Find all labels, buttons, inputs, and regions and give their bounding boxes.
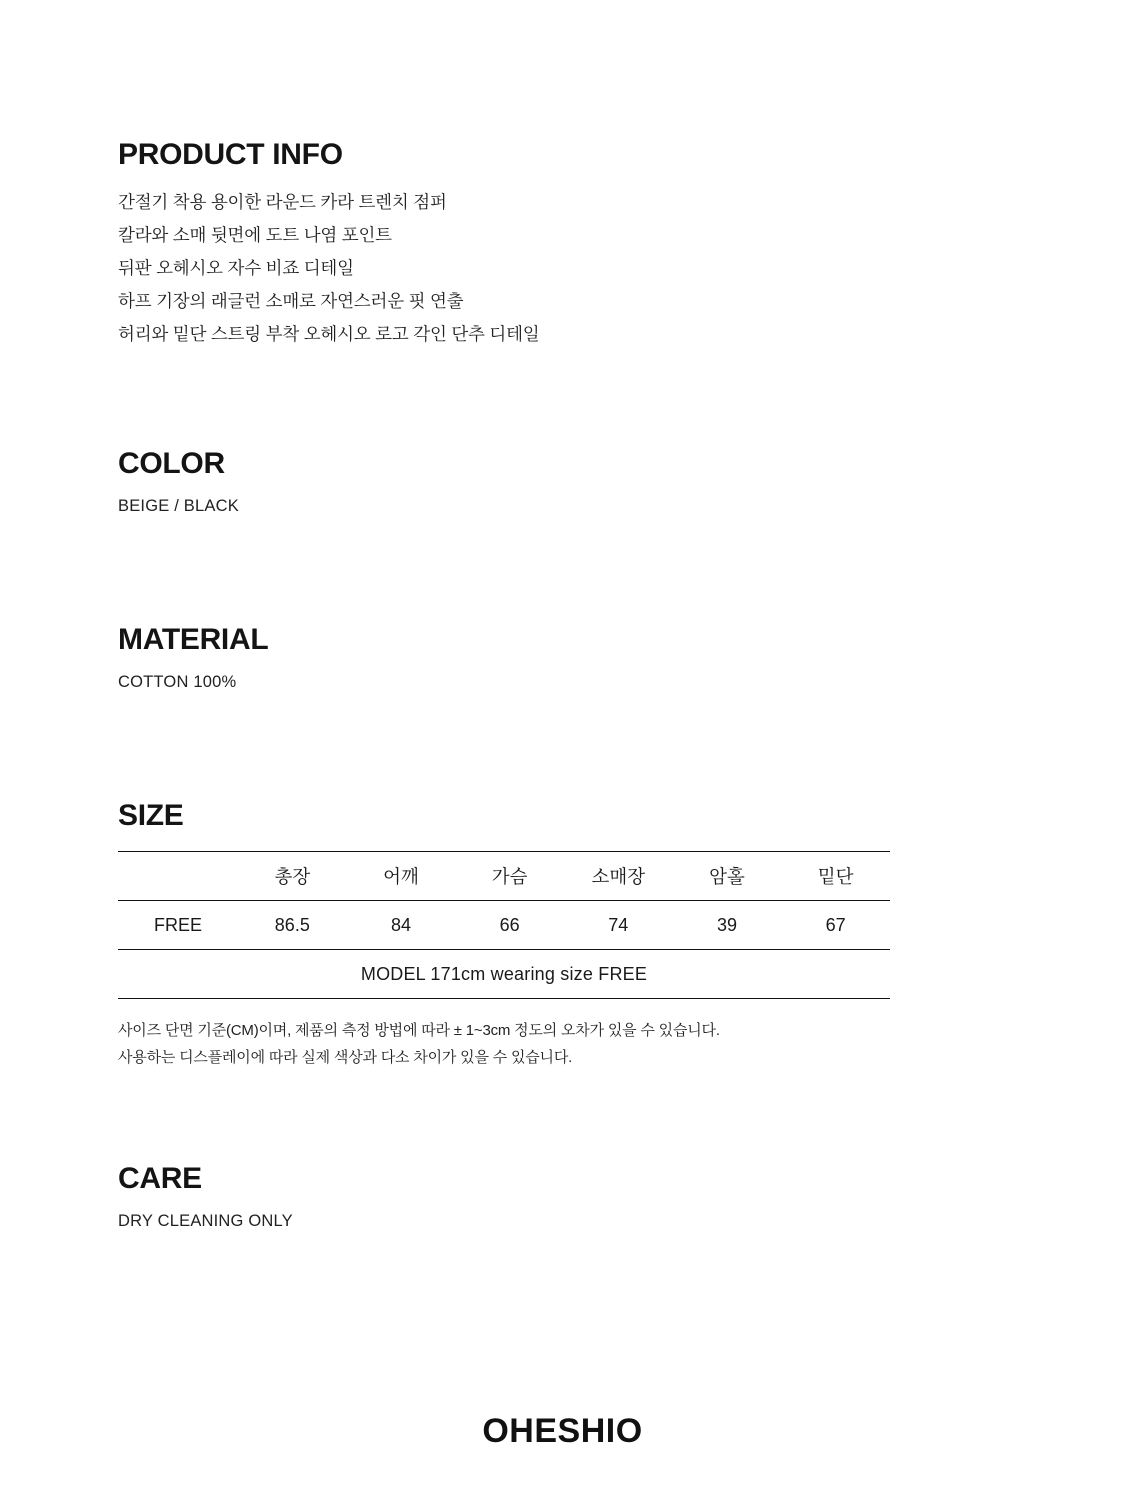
size-cell-hem: 67: [825, 914, 846, 935]
size-col-chest: 가슴: [491, 866, 528, 887]
size-cell-chest: 66: [499, 914, 520, 935]
table-header-row: [118, 852, 890, 901]
product-info-line: 뒤판 오헤시오 자수 비죠 디테일: [118, 258, 354, 278]
color-section: [118, 447, 239, 516]
brand-logo: OHESHIO: [482, 1412, 643, 1450]
size-col-sleeve: 소매장: [591, 866, 646, 887]
product-info-line: 간절기 착용 용이한 라운드 카라 트렌치 점퍼: [118, 192, 447, 212]
size-note-line: 사용하는 디스플레이에 따라 실제 색상과 다소 차이가 있을 수 있습니다.: [118, 1049, 573, 1066]
size-col-shoulder: 어깨: [383, 866, 419, 887]
table-row: [118, 950, 890, 999]
size-table-body: [118, 901, 890, 999]
size-notes: [118, 1017, 890, 1071]
size-heading: SIZE: [118, 799, 184, 832]
product-info-line: 칼라와 소매 뒷면에 도트 나염 포인트: [118, 225, 392, 245]
size-row-name: FREE: [153, 914, 202, 935]
product-info-heading: PRODUCT INFO: [118, 138, 343, 171]
size-col-label: [118, 852, 238, 901]
color-value: BEIGE / BLACK: [118, 497, 239, 515]
size-note-line: 사이즈 단면 기준(CM)이며, 제품의 측정 방법에 따라 ± 1~3cm 정도의 오차가 있을 수 있습니다.: [118, 1022, 720, 1039]
care-section: [118, 1162, 293, 1231]
size-col-total-length: 총장: [274, 866, 311, 887]
size-section: [118, 799, 890, 1071]
care-heading: CARE: [118, 1162, 202, 1195]
size-cell-shoulder: 84: [390, 914, 411, 935]
material-heading: MATERIAL: [118, 623, 269, 656]
product-info-section: [118, 138, 540, 351]
size-cell-armhole: 39: [716, 914, 737, 935]
size-col-hem: 밑단: [817, 866, 854, 887]
product-info-line: 하프 기장의 래글런 소매로 자연스러운 핏 연출: [118, 291, 464, 311]
size-table-head: [118, 852, 890, 901]
table-row: [118, 901, 890, 950]
color-heading: COLOR: [118, 447, 225, 480]
model-note: MODEL 171cm wearing size FREE: [360, 963, 648, 984]
care-value: DRY CLEANING ONLY: [118, 1212, 293, 1230]
product-info-line: 허리와 밑단 스트링 부착 오헤시오 로고 각인 단추 디테일: [118, 324, 540, 344]
size-cell-sleeve: 74: [608, 914, 629, 935]
size-cell-total-length: 86.5: [274, 914, 310, 935]
material-section: [118, 623, 268, 692]
material-value: COTTON 100%: [118, 673, 237, 691]
size-col-armhole: 암홀: [709, 866, 745, 887]
size-table: [118, 851, 890, 999]
